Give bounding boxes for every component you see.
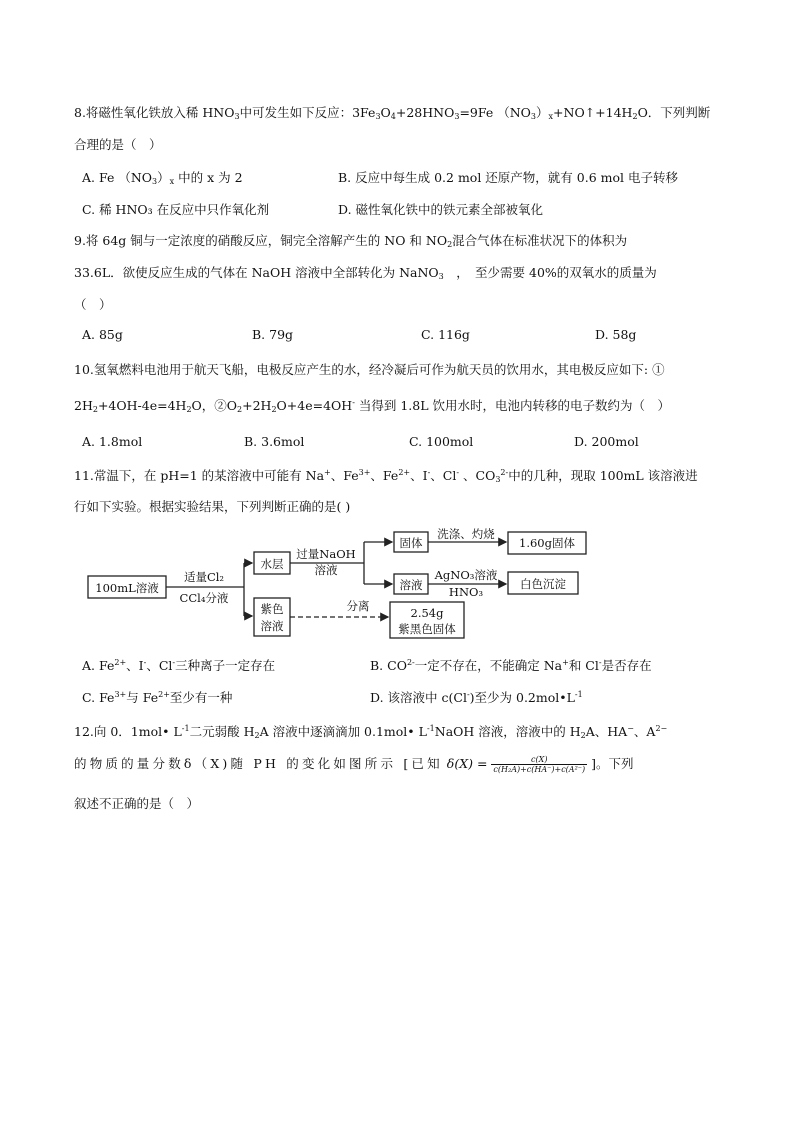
- superscript: +: [562, 658, 569, 667]
- q12-text: A、HA: [585, 724, 628, 739]
- q9-option-d[interactable]: D. 58g: [595, 327, 637, 342]
- q10-option-c[interactable]: C. 100mol: [409, 434, 474, 449]
- q12-text: 、A: [633, 724, 656, 739]
- q8-option-b[interactable]: B. 反应中每生成 0.2 mol 还原产物，就有 0.6 mol 电子转移: [338, 170, 678, 185]
- q12-text: 12.向 0．1mol• L: [74, 724, 182, 739]
- q11-option-text: A. Fe: [82, 658, 115, 673]
- q10-text: =4H: [157, 398, 187, 413]
- superscript: -: [352, 398, 355, 407]
- q10-option-a[interactable]: A. 1.8mol: [82, 434, 143, 449]
- q11-stem-line2: 行如下实验。根据实验结果，下列判断正确的是( ): [74, 499, 351, 514]
- subscript: 2: [186, 405, 192, 414]
- q12-text: NaOH 溶液，溶液中的 H: [434, 724, 581, 739]
- q10-text: O，②O: [191, 398, 238, 413]
- superscript: 2+: [398, 468, 411, 477]
- q8-text: ）: [536, 105, 549, 120]
- q11-option-d[interactable]: [370, 688, 583, 706]
- superscript: -1: [574, 690, 583, 699]
- superscript: -: [143, 658, 147, 667]
- superscript: -1: [426, 724, 435, 733]
- q11-option-text: 一定不存在，不能确定 Na: [414, 658, 563, 673]
- q12-text: ]。下列: [591, 756, 634, 771]
- q11-text: 、CO: [459, 468, 496, 483]
- flow-agno3-label: AgNO₃溶液: [434, 568, 498, 582]
- superscript: −: [627, 724, 634, 733]
- q11-option-c[interactable]: [82, 688, 232, 706]
- q8-option-c[interactable]: C. 稀 HNO₃ 在反应中只作氧化剂: [82, 202, 270, 217]
- flow-wash-label: 洗涤、灼烧: [437, 528, 495, 541]
- q10-text: 2H: [74, 398, 93, 413]
- superscript: 2+: [114, 658, 127, 667]
- subscript: x: [169, 177, 175, 186]
- superscript: 2-: [406, 658, 415, 667]
- q11-option-text: 三种离子一定存在: [175, 658, 276, 673]
- flow-solid-result-label: 1.60g固体: [519, 536, 575, 550]
- q11-text: 、Cl: [430, 468, 457, 483]
- subscript: 2: [447, 240, 453, 249]
- subscript: 3: [152, 177, 158, 186]
- q11-flow-diagram: [82, 528, 602, 640]
- subscript: 2: [632, 112, 638, 121]
- q11-option-b[interactable]: [370, 656, 652, 674]
- flow-white-ppt-label: 白色沉淀: [520, 577, 566, 591]
- flow-naoh-bottom: 溶液: [314, 563, 338, 577]
- q12-stem-line1: [74, 722, 667, 740]
- subscript: 3: [438, 272, 444, 281]
- q8-text: +NO↑+14H: [553, 105, 633, 120]
- flow-purple-label-1: 紫色: [260, 602, 284, 616]
- q9-text: 9.将 64g 铜与一定浓度的硝酸反应，铜完全溶解产生的 NO 和 NO: [74, 233, 448, 248]
- q11-text: 11.常温下，在 pH=1 的某溶液中可能有 Na: [74, 468, 325, 483]
- superscript: -: [172, 658, 176, 667]
- flow-solution-label: 溶液: [399, 578, 423, 592]
- q8-option-a-text: 中的 x 为 2: [174, 170, 243, 185]
- q10-text: +4OH: [97, 398, 138, 413]
- flow-naoh-top: 过量NaOH: [296, 547, 356, 561]
- q9-text: 混合气体在标准状况下的体积为: [452, 233, 628, 248]
- q10-text: +2H: [242, 398, 272, 413]
- flow-water-label: 水层: [260, 557, 284, 571]
- q8-text: 中可发生如下反应：3Fe: [239, 105, 376, 120]
- q9-option-a[interactable]: A. 85g: [82, 327, 123, 342]
- subscript: 4: [390, 112, 396, 121]
- superscript: 3+: [358, 468, 371, 477]
- q11-option-text: D. 该溶液中 c(Cl: [370, 690, 467, 705]
- q9-stem-line1: [74, 231, 627, 249]
- q12-stem-line2: [74, 754, 634, 774]
- q11-option-a[interactable]: [82, 656, 275, 674]
- delta-formula: δ(X) =: [446, 756, 492, 771]
- subscript: 3: [530, 112, 537, 121]
- q10-text: 当得到 1.8L 饮用水时，电池内转移的电子数约为（ ）: [354, 398, 671, 413]
- q12-text: A 溶液中逐滴滴加 0.1mol• L: [259, 724, 427, 739]
- q10-text: -4e: [137, 398, 158, 413]
- q10-text: O+4e: [276, 398, 313, 413]
- q8-stem-line1: [74, 103, 710, 121]
- flow-separate-label: 分离: [346, 599, 370, 613]
- q9-text: 33.6L．欲使反应生成的气体在 NaOH 溶液中全部转化为 NaNO: [74, 265, 439, 280]
- q8-text: =9Fe （NO: [459, 105, 531, 120]
- flow-reagent-top: 适量Cl₂: [183, 570, 225, 584]
- q11-option-text: C. Fe: [82, 690, 115, 705]
- q11-option-text: 、Cl: [146, 658, 173, 673]
- superscript: -: [598, 658, 602, 667]
- subscript: 2: [580, 731, 586, 740]
- q12-stem-line3: 叙述不正确的是（ ）: [74, 796, 200, 811]
- superscript: 3+: [114, 690, 127, 699]
- q10-option-b[interactable]: B. 3.6mol: [244, 434, 305, 449]
- superscript: -: [456, 468, 460, 477]
- superscript: -: [427, 468, 431, 477]
- subscript: 3: [375, 112, 381, 121]
- delta-fraction: [491, 755, 587, 774]
- subscript: 3: [454, 112, 460, 121]
- subscript: 2: [237, 405, 243, 414]
- q11-stem-line1: [74, 466, 698, 484]
- flow-reagent-bottom: CCl₄分液: [179, 591, 229, 605]
- superscript: 2+: [158, 690, 170, 699]
- q12-text: 二元弱酸 H: [189, 724, 255, 739]
- fraction-denominator: c(H₂A)+c(HA⁻)+c(A²⁻): [493, 765, 586, 774]
- q8-option-a-text: ）: [157, 170, 170, 185]
- flow-hno3-label: HNO₃: [448, 585, 484, 599]
- q8-option-a[interactable]: [82, 168, 243, 186]
- q8-text: 8.将磁性氧化铁放入稀 HNO: [74, 105, 235, 120]
- fraction-numerator: c(X): [491, 755, 587, 765]
- q11-text: 中的几种，现取 100mL 该溶液进: [508, 468, 698, 483]
- q8-text: O．下列判断: [637, 105, 711, 120]
- subscript: 2: [254, 731, 260, 740]
- superscript: -: [466, 690, 470, 699]
- q11-option-text: 和 Cl: [568, 658, 599, 673]
- flow-dark-label-1: 2.54g: [410, 606, 444, 620]
- q8-text: +28HNO: [395, 105, 455, 120]
- flow-solid-label: 固体: [399, 536, 423, 550]
- subscript: 2: [271, 405, 277, 414]
- q9-option-b[interactable]: B. 79g: [252, 327, 294, 342]
- q12-text: 的物质的量分数δ（X)随 PH 的变化如图所示 [已知: [74, 756, 443, 771]
- flow-dark-label-2: 紫黑色固体: [398, 622, 456, 636]
- q11-option-text: B. CO: [370, 658, 407, 673]
- q11-option-text: 是否存在: [601, 658, 652, 673]
- q10-stem-line1: 10.氢氧燃料电池用于航天飞船，电极反应产生的水，经冷凝后可作为航天员的饮用水，其电极反应如下: ①: [74, 362, 665, 377]
- q8-option-a-text: A. Fe （NO: [82, 170, 153, 185]
- q11-option-text: 、I: [126, 658, 144, 673]
- q11-text: 、Fe: [370, 468, 399, 483]
- subscript: 3: [495, 475, 501, 484]
- q8-option-d[interactable]: D. 磁性氧化铁中的铁元素全部被氧化: [338, 202, 544, 217]
- flow-purple-label-2: 溶液: [260, 619, 284, 633]
- q9-text: ， 至少需要 40%的双氧水的质量为: [443, 265, 657, 280]
- q11-option-text: )至少为 0.2mol•L: [469, 690, 575, 705]
- q11-text: 、Fe: [330, 468, 359, 483]
- q10-stem-line2: [74, 396, 670, 414]
- subscript: x: [548, 112, 554, 121]
- q9-option-c[interactable]: C. 116g: [421, 327, 470, 342]
- subscript: 2: [92, 405, 98, 414]
- q8-stem-line2: 合理的是（ ）: [74, 137, 162, 152]
- superscript: 2−: [655, 724, 668, 733]
- q11-option-text: 与 Fe: [126, 690, 159, 705]
- superscript: -1: [181, 724, 190, 733]
- q8-text: O: [380, 105, 391, 120]
- q11-text: 、I: [410, 468, 428, 483]
- superscript: +: [324, 468, 331, 477]
- flow-start-label: 100mL溶液: [95, 581, 159, 595]
- q9-stem-line2: [74, 263, 657, 281]
- q11-option-text: 至少有一种: [169, 690, 233, 705]
- q10-text: =4OH: [312, 398, 353, 413]
- subscript: 3: [234, 112, 240, 121]
- q9-stem-line3: （ ）: [74, 297, 112, 312]
- superscript: 2-: [500, 468, 509, 477]
- q10-option-d[interactable]: D. 200mol: [574, 434, 639, 449]
